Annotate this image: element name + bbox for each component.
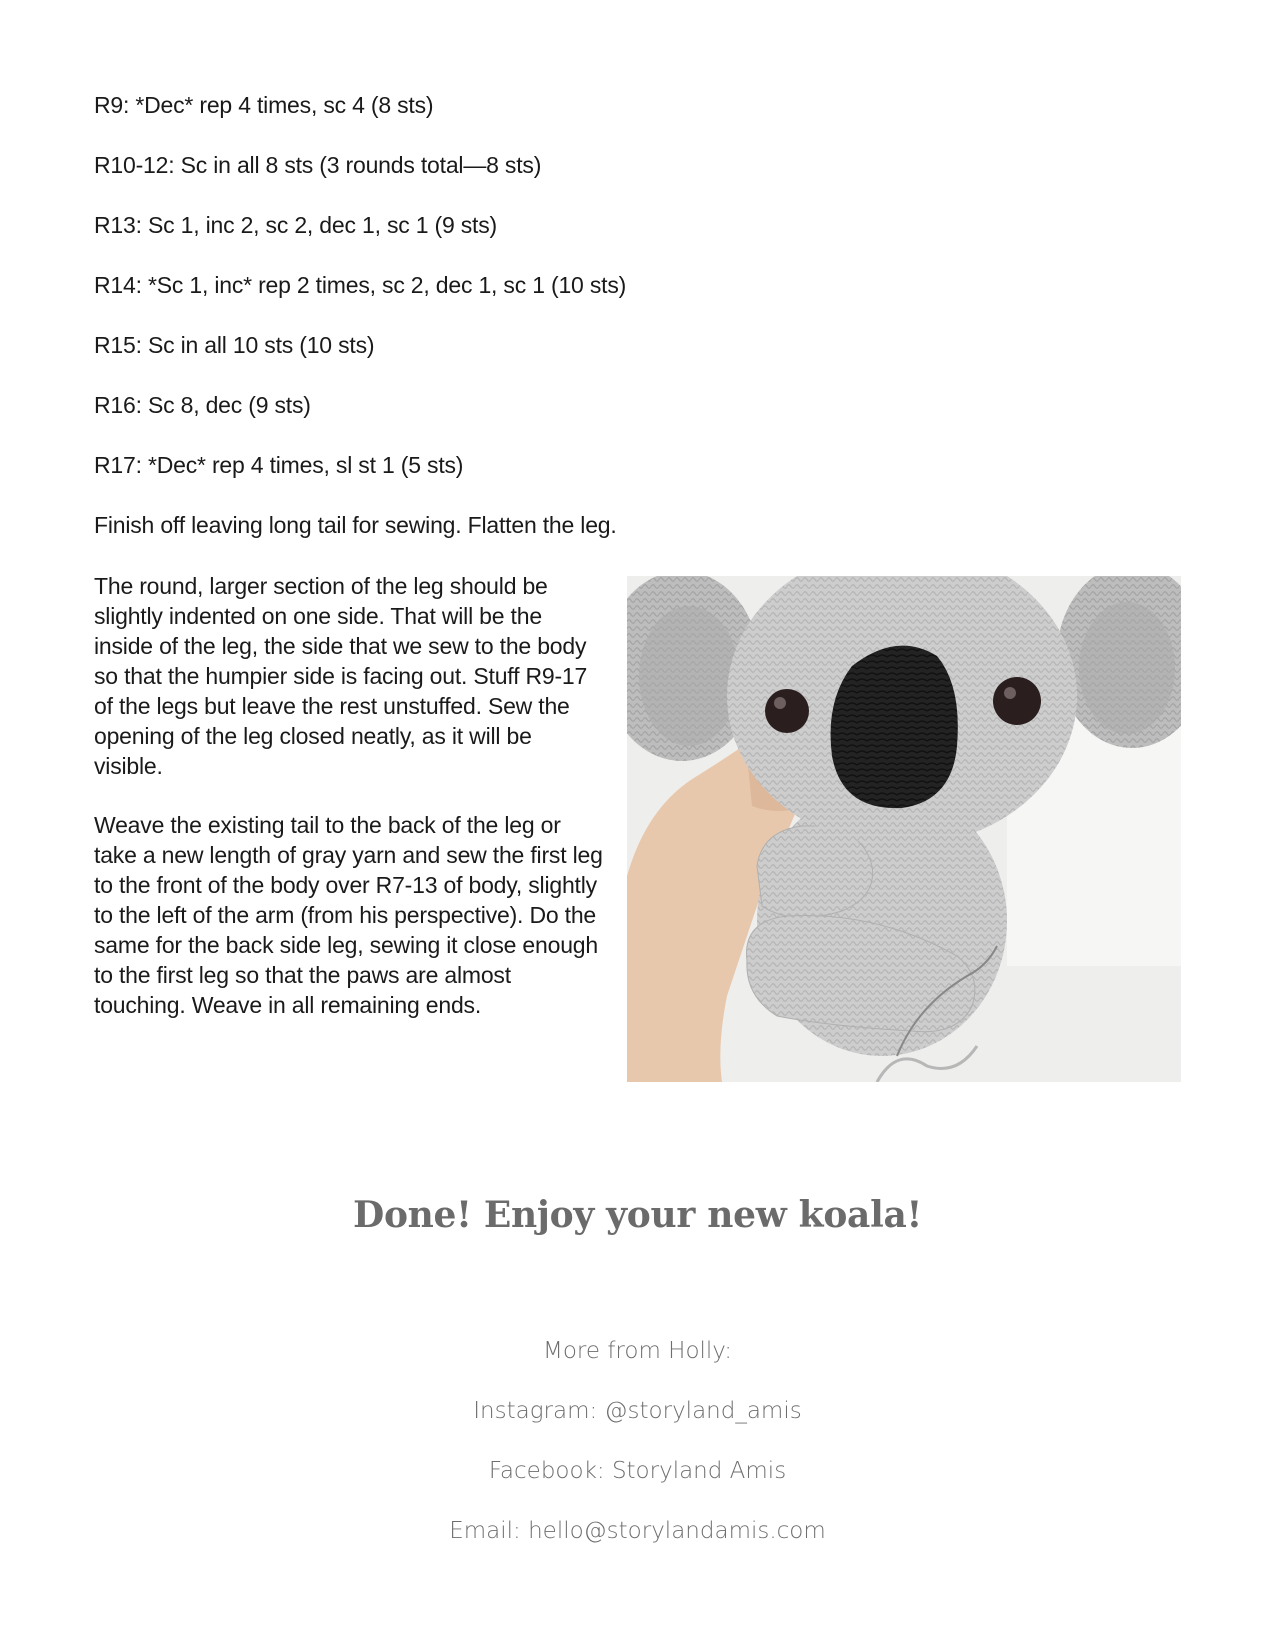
more-from-heading: More from Holly: [543, 1338, 732, 1364]
round-r13: R13: Sc 1, inc 2, sc 2, dec 1, sc 1 (9 sts) [94, 212, 498, 238]
contact-info [0, 1336, 1275, 1576]
koala-photo [627, 576, 1181, 1082]
instruction-paragraph-sewing: Weave the existing tail to the back of the leg or take a new length of gray yarn and sew the first leg to the front of the body over R7-13 of body, slightly to the left of the arm (from his perspective). Do the same for the back side leg, sewing it close enough to the first leg so that the paws are almost touching. Weave in all remaining ends. [94, 812, 603, 1018]
round-r17: R17: *Dec* rep 4 times, sl st 1 (5 sts) [94, 452, 464, 478]
round-r16: R16: Sc 8, dec (9 sts) [94, 392, 311, 418]
round-r14: R14: *Sc 1, inc* rep 2 times, sc 2, dec 1, sc 1 (10 sts) [94, 272, 627, 298]
facebook-page: Facebook: Storyland Amis [488, 1458, 787, 1484]
done-title: Done! Enjoy your new koala! [353, 1194, 922, 1236]
leg-instructions [94, 571, 604, 1049]
round-r15: R15: Sc in all 10 sts (10 sts) [94, 332, 375, 358]
email-address: Email: hello@storylandamis.com [449, 1518, 826, 1544]
instruction-paragraph-indent: The round, larger section of the leg should be slightly indented on one side. That will be the inside of the leg, the side that we sew to the body so that the humpier side is facing out. Stuff R9-17 of the legs but leave the rest unstuffed. Sew the opening of the leg closed neatly, as it will be visible. [94, 573, 588, 779]
finish-instruction: Finish off leaving long tail for sewing. Flatten the leg. [94, 512, 617, 538]
round-r10-12: R10-12: Sc in all 8 sts (3 rounds total—8 sts) [94, 152, 542, 178]
pattern-rounds [94, 90, 794, 570]
round-r9: R9: *Dec* rep 4 times, sc 4 (8 sts) [94, 92, 434, 118]
instagram-handle: Instagram: @storyland_amis [473, 1398, 802, 1424]
